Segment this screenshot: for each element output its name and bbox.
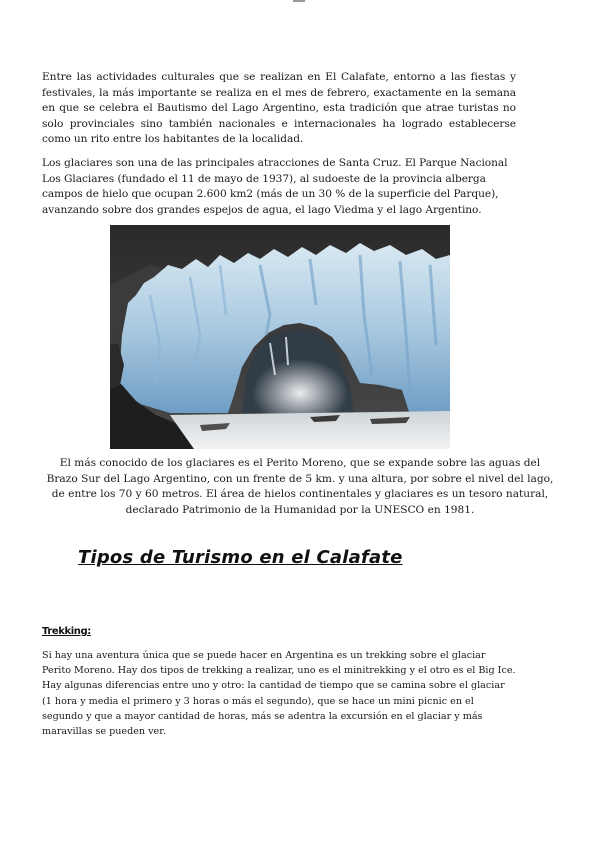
glacier-photo [110, 225, 450, 449]
photo-caption: El más conocido de los glaciares es el Perito Moreno, que se expande sobre las aguas del Brazo Sur del Lago Argentino, con un frente de 5 km. y una altura, por sobre el nivel del lago, de entre los 70 y 60 metros. El área de hielos continentales y glaciares es un tesoro natural, declarado Patrimonio de la Humanidad por la UNESCO en 1981. [46, 457, 554, 516]
paragraph-trekking: Si hay una aventura única que se puede hacer en Argentina es un trekking sobre el glaciar Perito Moreno. Hay dos tipos de trekking a realizar, uno es el minitrekking y el otro es el Big Ice. Hay algunas diferencias entre uno y otro: la cantidad de tiempo que se camina sobre el glaciar (1 hora y media el primero y 3 horas o más el segundo), que se hace un mini picnic en el segundo y que a mayor cantidad de horas, más se adentra la excursión en el glaciar y más maravillas se pueden ver. [42, 650, 516, 738]
paragraph-cultural-activities: Entre las actividades culturales que se realizan en El Calafate, entorno a las fiestas y festivales, la más importante se realiza en el mes de febrero, exactamente en la semana en que se celebra el Bautismo del Lago Argentino, esta tradición que atrae turistas no solo provinciales sino también nacionales e internacionales ha logrado establecerse como un rito entre los habitantes de la localidad. [42, 71, 516, 146]
page-top-mark [293, 0, 305, 2]
paragraph-glaciers: Los glaciares son una de las principales atracciones de Santa Cruz. El Parque Nacional Los Glaciares (fundado el 11 de mayo de 1937), al sudoeste de la provincia alberga campos de hielo que ocupan 2.600 km2 (más de un 30 % de la superficie del Parque), avanzando sobre dos grandes espejos de agua, el lago Viedma y el lago Argentino. [42, 157, 508, 216]
section-title: Tipos de Turismo en el Calafate [78, 547, 403, 568]
subsection-heading-trekking: Trekking: [42, 626, 91, 637]
